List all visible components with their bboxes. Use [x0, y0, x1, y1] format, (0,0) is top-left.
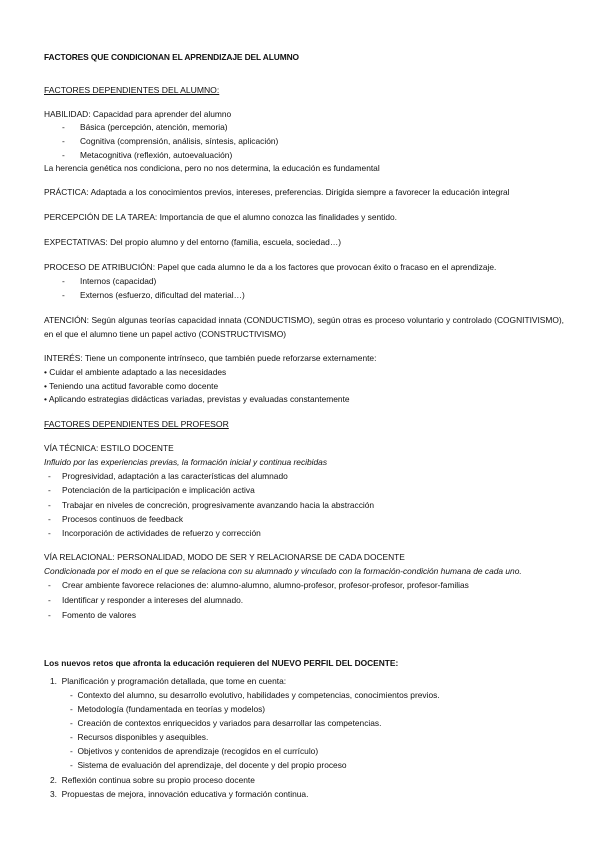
- list-item: [62, 121, 228, 134]
- item-number: 1.: [50, 676, 57, 686]
- sub-list-item: [70, 703, 265, 716]
- list-item: [48, 484, 255, 497]
- list-item: [48, 499, 374, 512]
- habilidad-label: HABILIDAD:: [44, 109, 91, 119]
- item-number: 3.: [50, 789, 57, 799]
- list-item-text: Fomento de valores: [62, 610, 137, 620]
- list-item: [48, 527, 261, 540]
- numbered-item: [50, 675, 286, 688]
- list-item: [48, 513, 183, 526]
- sub-list-item: [70, 689, 440, 702]
- dash-bullet: -: [62, 150, 65, 160]
- tecnica-label: VÍA TÉCNICA: ESTILO DOCENTE: [44, 443, 174, 453]
- retos-intro: Los nuevos retos que afronta la educación requieren del NUEVO PERFIL DEL DOCENTE:: [44, 658, 399, 668]
- bullet-mark: •: [44, 394, 47, 404]
- list-item-text: Identificar y responder a intereses del alumnado.: [62, 595, 244, 605]
- relacional-label: VÍA RELACIONAL: PERSONALIDAD, MODO DE SER Y RELACIONARSE DE CADA DOCENTE: [44, 552, 405, 562]
- atribucion-paragraph: [44, 261, 564, 274]
- numbered-item-text: Planificación y programación detallada, que tome en cuenta:: [61, 676, 287, 686]
- practica-text: Adaptada a los conocimientos previos, intereses, preferencias. Dirigida siempre a favorecer la educación integral: [90, 187, 510, 197]
- dash-bullet: -: [48, 528, 51, 538]
- practica-paragraph: [44, 186, 564, 199]
- expectativas-paragraph: [44, 236, 564, 249]
- list-item-text: Básica (percepción, atención, memoria): [80, 122, 228, 132]
- list-item-text: Progresividad, adaptación a las características del alumnado: [62, 471, 288, 481]
- dash-bullet: -: [48, 595, 51, 605]
- dash-bullet: -: [48, 471, 51, 481]
- list-item-text: Internos (capacidad): [80, 276, 157, 286]
- list-item: [62, 149, 232, 162]
- expectativas-text: Del propio alumno y del entorno (familia, escuela, sociedad…): [110, 237, 341, 247]
- sub-list-item: [70, 717, 381, 730]
- dash-bullet: -: [48, 485, 51, 495]
- dash-bullet: -: [62, 136, 65, 146]
- list-item: [62, 275, 156, 288]
- list-item-text: Sistema de evaluación del aprendizaje, del docente y del propio proceso: [77, 760, 347, 770]
- list-item-text: Cognitiva (comprensión, análisis, síntesis, aplicación): [80, 136, 279, 146]
- list-item: [44, 380, 218, 393]
- interes-paragraph: [44, 352, 564, 365]
- list-item-text: Objetivos y contenidos de aprendizaje (recogidos en el currículo): [77, 746, 319, 756]
- document-title: FACTORES QUE CONDICIONAN EL APRENDIZAJE DEL ALUMNO: [44, 52, 299, 62]
- list-item-text: Externos (esfuerzo, dificultad del material…): [80, 290, 245, 300]
- list-item: [48, 609, 136, 622]
- practica-label: PRÁCTICA:: [44, 187, 89, 197]
- bullet-mark: •: [44, 381, 47, 391]
- habilidad-note: La herencia genética nos condiciona, pero no nos determina, la educación es fundamental: [44, 163, 380, 173]
- list-item: [62, 135, 278, 148]
- habilidad-paragraph: [44, 108, 564, 121]
- dash-bullet: -: [70, 732, 73, 742]
- dash-bullet: -: [70, 704, 73, 714]
- atencion-paragraph: [44, 313, 564, 341]
- list-item-text: Cuidar el ambiente adaptado a las necesidades: [49, 367, 227, 377]
- list-item: [44, 393, 350, 406]
- numbered-item: [50, 788, 308, 801]
- list-item: [44, 366, 226, 379]
- expectativas-label: EXPECTATIVAS:: [44, 237, 108, 247]
- interes-text: Tiene un componente intrínseco, que también puede reforzarse externamente:: [84, 353, 377, 363]
- item-number: 2.: [50, 775, 57, 785]
- list-item-text: Potenciación de la participación e implicación activa: [62, 485, 255, 495]
- habilidad-text: Capacidad para aprender del alumno: [92, 109, 232, 119]
- list-item-text: Metacognitiva (reflexión, autoevaluación): [80, 150, 233, 160]
- dash-bullet: -: [62, 290, 65, 300]
- dash-bullet: -: [62, 276, 65, 286]
- list-item: [48, 470, 288, 483]
- atribucion-label: PROCESO DE ATRIBUCIÓN:: [44, 262, 156, 272]
- tecnica-subtitle: Influido por las experiencias previas, la formación inicial y continua recibidas: [44, 457, 328, 467]
- atencion-label: ATENCIÓN:: [44, 315, 89, 325]
- list-item: [62, 289, 245, 302]
- dash-bullet: -: [70, 746, 73, 756]
- section-heading-profesor: FACTORES DEPENDIENTES DEL PROFESOR: [44, 419, 229, 429]
- dash-bullet: -: [48, 500, 51, 510]
- section-heading-alumno: FACTORES DEPENDIENTES DEL ALUMNO:: [44, 85, 220, 95]
- dash-bullet: -: [48, 514, 51, 524]
- dash-bullet: -: [48, 610, 51, 620]
- numbered-item-text: Propuestas de mejora, innovación educativa y formación continua.: [61, 789, 309, 799]
- list-item-text: Creación de contextos enriquecidos y variados para desarrollar las competencias.: [77, 718, 382, 728]
- list-item-text: Trabajar en niveles de concreción, progresivamente avanzando hacia la abstracción: [62, 500, 375, 510]
- list-item-text: Metodología (fundamentada en teorías y modelos): [77, 704, 266, 714]
- interes-label: INTERÉS:: [44, 353, 83, 363]
- list-item: [48, 594, 243, 607]
- list-item-text: Recursos disponibles y asequibles.: [77, 732, 209, 742]
- list-item-text: Crear ambiente favorece relaciones de: alumno-alumno, alumno-profesor, profesor-profesor, profesor-familias: [62, 580, 469, 590]
- percepcion-text: Importancia de que el alumno conozca las finalidades y sentido.: [159, 212, 398, 222]
- relacional-subtitle: Condicionada por el modo en el que se relaciona con su alumnado y vinculado con la formación-condición humana de cada uno.: [44, 566, 522, 576]
- sub-list-item: [70, 759, 347, 772]
- sub-list-item: [70, 731, 208, 744]
- dash-bullet: -: [70, 760, 73, 770]
- percepcion-label: PERCEPCIÓN DE LA TAREA:: [44, 212, 158, 222]
- list-item-text: Aplicando estrategias didácticas variadas, previstas y evaluadas constantemente: [48, 394, 350, 404]
- numbered-item: [50, 774, 255, 787]
- list-item-text: Teniendo una actitud favorable como docente: [49, 381, 219, 391]
- dash-bullet: -: [70, 718, 73, 728]
- dash-bullet: -: [62, 122, 65, 132]
- list-item: [48, 579, 469, 592]
- atribucion-text: Papel que cada alumno le da a los factores que provocan éxito o fracaso en el aprendizaje.: [157, 262, 497, 272]
- numbered-item-text: Reflexión continua sobre su propio proceso docente: [61, 775, 255, 785]
- dash-bullet: -: [70, 690, 73, 700]
- list-item-text: Incorporación de actividades de refuerzo y corrección: [62, 528, 261, 538]
- atencion-text: Según algunas teorías capacidad innata (CONDUCTISMO), según otras es proceso voluntario y controlado (COGNITIVISMO), en el que el alumno tiene un papel activo (CONSTRUCTIVISMO): [44, 315, 564, 339]
- list-item-text: Contexto del alumno, su desarrollo evolutivo, habilidades y competencias, conocimientos previos.: [77, 690, 440, 700]
- bullet-mark: •: [44, 367, 47, 377]
- dash-bullet: -: [48, 580, 51, 590]
- percepcion-paragraph: [44, 211, 564, 224]
- list-item-text: Procesos continuos de feedback: [62, 514, 184, 524]
- sub-list-item: [70, 745, 318, 758]
